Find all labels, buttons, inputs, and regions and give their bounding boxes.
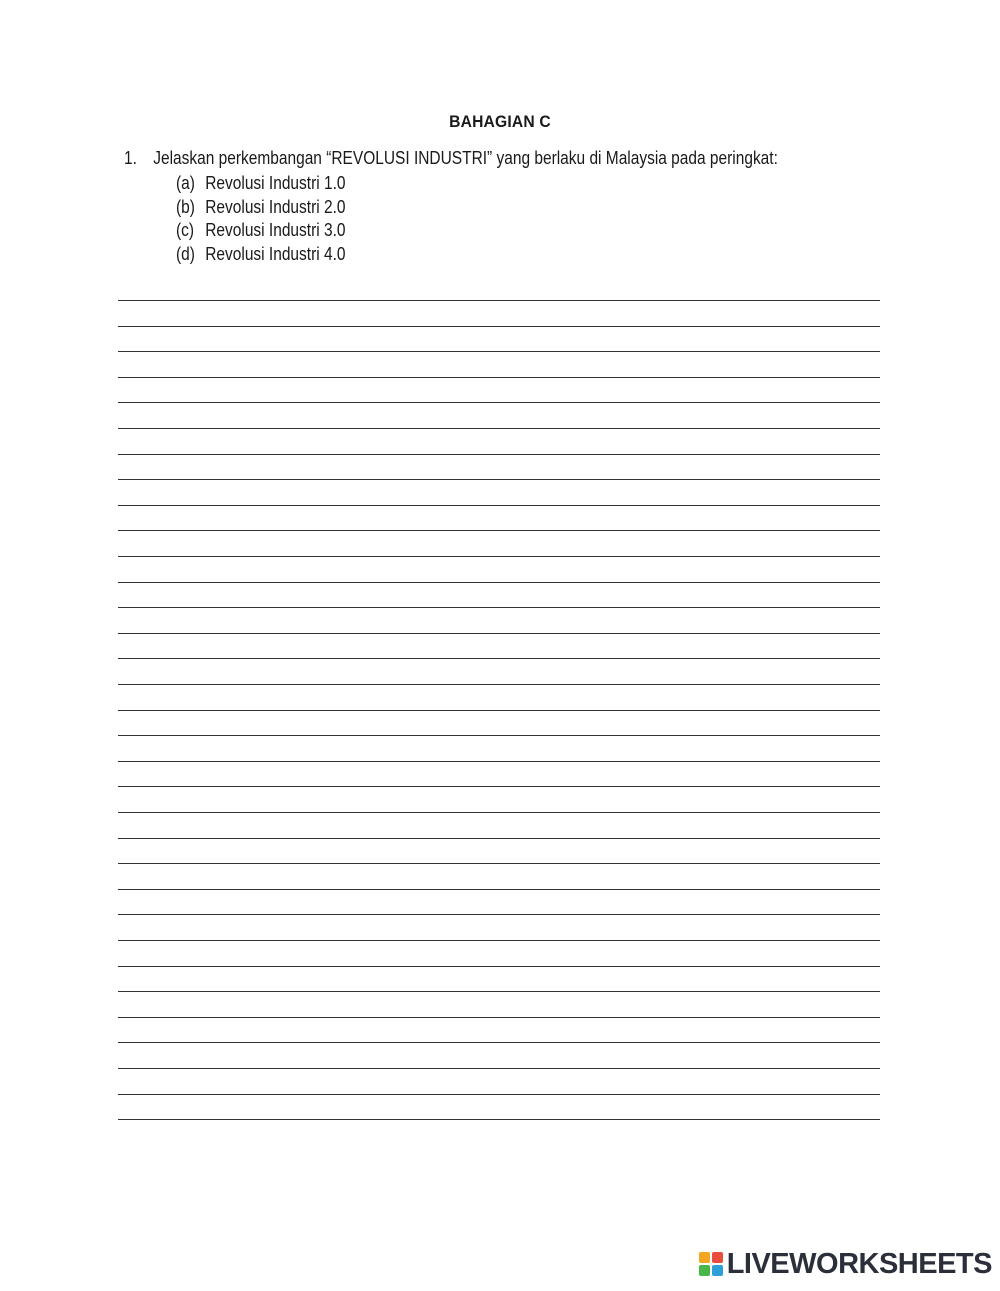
answer-line[interactable]	[118, 1042, 880, 1043]
answer-line[interactable]	[118, 863, 880, 864]
question-number: 1.	[124, 148, 137, 168]
subitem-text: Revolusi Industri 1.0	[205, 173, 346, 193]
liveworksheets-logo-icon	[699, 1252, 723, 1276]
answer-line[interactable]	[118, 1068, 880, 1069]
answer-line[interactable]	[118, 940, 880, 941]
answer-line[interactable]	[118, 556, 880, 557]
subitem-a	[176, 172, 346, 196]
question	[124, 148, 778, 169]
answer-line[interactable]	[118, 786, 880, 787]
answer-line[interactable]	[118, 1017, 880, 1018]
answer-line[interactable]	[118, 658, 880, 659]
answer-line[interactable]	[118, 351, 880, 352]
question-text: Jelaskan perkembangan “REVOLUSI INDUSTRI” yang berlaku di Malaysia pada peringkat:	[153, 148, 778, 168]
subitem-letter: (c)	[176, 220, 195, 240]
answer-line[interactable]	[118, 914, 880, 915]
answer-line[interactable]	[118, 300, 880, 301]
answer-line[interactable]	[118, 326, 880, 327]
answer-line[interactable]	[118, 991, 880, 992]
answer-line[interactable]	[118, 735, 880, 736]
answer-line[interactable]	[118, 1119, 880, 1120]
question-subitems	[176, 172, 346, 266]
logo-text: LIVEWORKSHEETS	[726, 1247, 992, 1280]
answer-line[interactable]	[118, 633, 880, 634]
subitem-d	[176, 243, 346, 267]
answer-line[interactable]	[118, 838, 880, 839]
answer-line[interactable]	[118, 889, 880, 890]
answer-line[interactable]	[118, 607, 880, 608]
answer-line[interactable]	[118, 710, 880, 711]
subitem-c	[176, 219, 346, 243]
answer-line[interactable]	[118, 684, 880, 685]
section-title: BAHAGIAN C	[449, 112, 551, 131]
subitem-letter: (a)	[176, 173, 195, 193]
answer-line[interactable]	[118, 812, 880, 813]
subitem-text: Revolusi Industri 2.0	[205, 196, 346, 217]
answer-line[interactable]	[118, 1094, 880, 1095]
answer-line[interactable]	[118, 454, 880, 455]
liveworksheets-logo	[699, 1249, 992, 1279]
answer-line[interactable]	[118, 582, 880, 583]
answer-line[interactable]	[118, 530, 880, 531]
subitem-text: Revolusi Industri 3.0	[205, 220, 346, 240]
answer-line[interactable]	[118, 428, 880, 429]
subitem-letter: (d)	[176, 243, 195, 264]
subitem-text: Revolusi Industri 4.0	[205, 243, 346, 264]
answer-line[interactable]	[118, 479, 880, 480]
answer-line[interactable]	[118, 402, 880, 403]
answer-line[interactable]	[118, 761, 880, 762]
answer-line[interactable]	[118, 966, 880, 967]
answer-line[interactable]	[118, 505, 880, 506]
subitem-letter: (b)	[176, 196, 195, 217]
answer-line[interactable]	[118, 377, 880, 378]
subitem-b	[176, 196, 346, 220]
